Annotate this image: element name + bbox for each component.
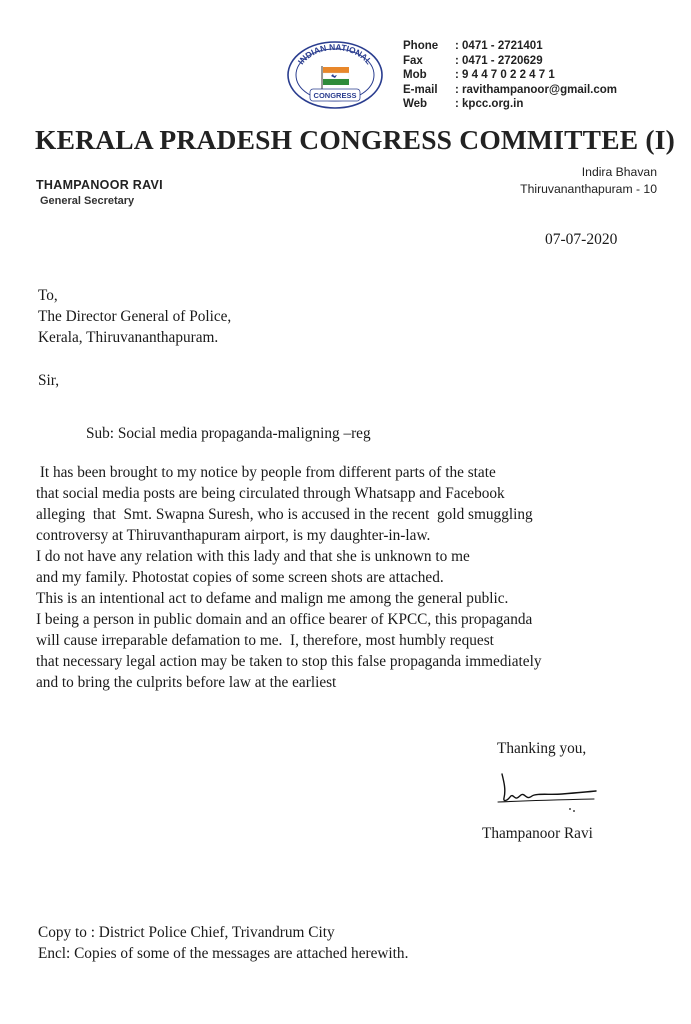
contact-phone: : 0471 - 2721401	[455, 40, 543, 52]
contact-fax: : 0471 - 2720629	[455, 54, 543, 67]
congress-logo	[286, 40, 384, 110]
body-line: will cause irreparable defamation to me. I, therefore, most humbly request	[36, 632, 494, 649]
contact-details	[403, 39, 617, 112]
letter-date: 07-07-2020	[545, 231, 618, 248]
subject-line: Sub: Social media propaganda-maligning –reg	[86, 425, 371, 442]
contact-mob: : 9 4 4 7 0 2 2 4 7 1	[455, 69, 555, 82]
address-line: Indira Bhavan	[581, 165, 657, 179]
closing: Thanking you,	[497, 740, 587, 757]
body-line: This is an intentional act to defame and malign me among the general public.	[36, 590, 509, 607]
recipient-line: Kerala, Thiruvananthapuram.	[38, 329, 219, 346]
contact-label-mob: Mob	[403, 69, 427, 82]
address-line: Thiruvananthapuram - 10	[520, 182, 657, 196]
body-line: It has been brought to my notice by people from different parts of the state	[36, 464, 496, 481]
contact-email: : ravithampanoor@gmail.com	[455, 83, 618, 96]
signatory-name: Thampanoor Ravi	[482, 825, 593, 842]
logo-ring-text-top: INDIAN NATIONAL	[295, 41, 375, 67]
svg-text:INDIAN NATIONAL	[296, 42, 374, 66]
organization-title: KERALA PRADESH CONGRESS COMMITTEE (I)	[35, 124, 675, 155]
recipient-line: To,	[38, 287, 58, 304]
contact-label-phone: Phone	[403, 40, 439, 52]
sender-title: General Secretary	[40, 195, 135, 207]
body-line: I do not have any relation with this lady and that she is unknown to me	[36, 548, 470, 565]
recipient-block	[38, 285, 231, 348]
address-block	[520, 164, 657, 198]
salutation: Sir,	[38, 372, 60, 389]
body-line: and my family. Photostat copies of some screen shots are attached.	[36, 569, 444, 586]
logo-ring-text-bottom: CONGRESS	[313, 91, 357, 100]
letter-body	[36, 462, 541, 693]
body-line: and to bring the culprits before law at the earliest	[36, 674, 337, 691]
body-line: alleging that Smt. Swapna Suresh, who is accused in the recent gold smuggling	[36, 506, 533, 523]
copy-to-line: Copy to : District Police Chief, Trivandrum City	[38, 924, 335, 941]
sender-name: THAMPANOOR RAVI	[36, 178, 163, 192]
contact-label-fax: Fax	[403, 54, 423, 67]
footer-notes	[38, 922, 408, 964]
body-line: that social media posts are being circulated through Whatsapp and Facebook	[36, 485, 505, 502]
contact-web: : kpcc.org.in	[455, 98, 524, 111]
handwritten-signature	[490, 768, 600, 814]
body-line: controversy at Thiruvanthapuram airport, is my daughter-in-law.	[36, 527, 431, 544]
contact-label-email: E-mail	[403, 83, 438, 96]
recipient-line: The Director General of Police,	[38, 308, 232, 325]
body-line: I being a person in public domain and an office bearer of KPCC, this propaganda	[36, 611, 533, 628]
contact-label-web: Web	[403, 98, 428, 111]
enclosure-line: Encl: Copies of some of the messages are attached herewith.	[38, 945, 409, 962]
body-line: that necessary legal action may be taken to stop this false propaganda immediately	[36, 653, 542, 670]
